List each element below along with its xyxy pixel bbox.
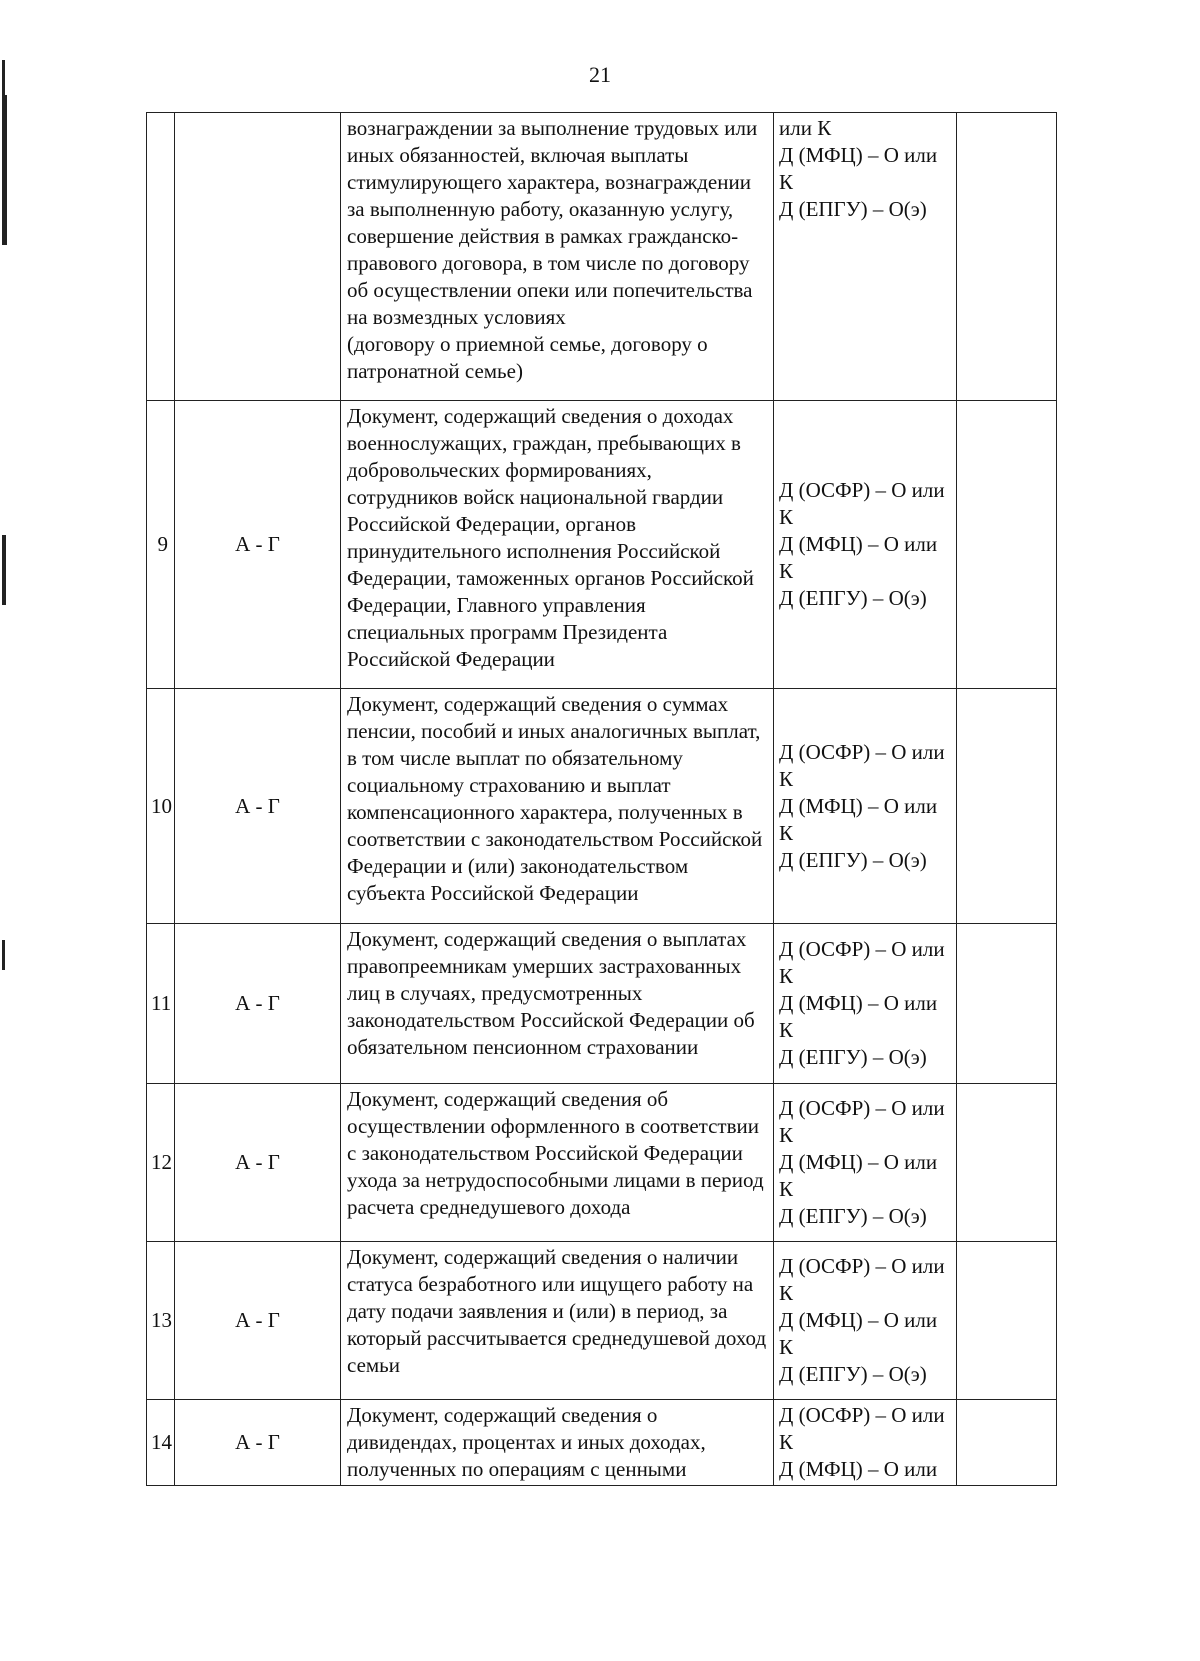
- row-category: А - Г: [175, 1400, 341, 1486]
- row-category: А - Г: [175, 1084, 341, 1242]
- row-extra-cell: [957, 924, 1057, 1084]
- row-number: 14: [147, 1400, 175, 1486]
- table-row: [147, 924, 1057, 1084]
- table-row: [147, 401, 1057, 689]
- row-extra-cell: [957, 1242, 1057, 1400]
- row-number: 9: [147, 401, 175, 689]
- row-description: Документ, содержащий сведения о суммах пенсии, пособий и иных аналогичных выплат, в том числе выплат по обязательному социальному страхованию и выплат компенсационного характера, полученных в соответствии с законодательством Российской Федерации и (или) законодательством субъекта Российской Федерации: [341, 689, 774, 924]
- row-requirements: Д (ОСФР) – О или К Д (МФЦ) – О или К Д (ЕПГУ) – О(э): [774, 1242, 957, 1400]
- page-number: 21: [589, 62, 611, 87]
- row-description: Документ, содержащий сведения об осуществлении оформленного в соответствии с законодательством Российской Федерации ухода за нетрудоспособными лицами в период расчета среднедушевого дохода: [341, 1084, 774, 1242]
- row-requirements: или К Д (МФЦ) – О или К Д (ЕПГУ) – О(э): [774, 113, 957, 401]
- table-row: [147, 1242, 1057, 1400]
- row-requirements: Д (ОСФР) – О или К Д (МФЦ) – О или К Д (ЕПГУ) – О(э): [774, 924, 957, 1084]
- row-description: вознаграждении за выполнение трудовых или иных обязанностей, включая выплаты стимулирующего характера, вознаграждении за выполненную работу, оказанную услугу, совершение действия в рамках гражданско-правового договора, в том числе по договору об осуществлении опеки или попечительства на возмездных условиях (договору о приемной семье, договору о патронатной семье): [341, 113, 774, 401]
- row-extra-cell: [957, 401, 1057, 689]
- row-category: А - Г: [175, 1242, 341, 1400]
- row-number: 10: [147, 689, 175, 924]
- row-number: 12: [147, 1084, 175, 1242]
- row-requirements: Д (ОСФР) – О или К Д (МФЦ) – О или К Д (ЕПГУ) – О(э): [774, 401, 957, 689]
- row-number: 11: [147, 924, 175, 1084]
- table-row: [147, 1084, 1057, 1242]
- row-requirements: Д (ОСФР) – О или К Д (МФЦ) – О или: [774, 1400, 957, 1486]
- scan-edge-marks: [0, 0, 14, 1661]
- row-requirements: Д (ОСФР) – О или К Д (МФЦ) – О или К Д (ЕПГУ) – О(э): [774, 689, 957, 924]
- table-row: [147, 113, 1057, 401]
- row-category: А - Г: [175, 924, 341, 1084]
- row-description: Документ, содержащий сведения о дивидендах, процентах и иных доходах, полученных по операциям с ценными: [341, 1400, 774, 1486]
- row-number: [147, 113, 175, 401]
- row-description: Документ, содержащий сведения о выплатах правопреемникам умерших застрахованных лиц в случаях, предусмотренных законодательством Российской Федерации об обязательном пенсионном страховании: [341, 924, 774, 1084]
- row-requirements: Д (ОСФР) – О или К Д (МФЦ) – О или К Д (ЕПГУ) – О(э): [774, 1084, 957, 1242]
- row-description: Документ, содержащий сведения о наличии статуса безработного или ищущего работу на дату подачи заявления и (или) в период, за который рассчитывается среднедушевой доход семьи: [341, 1242, 774, 1400]
- row-extra-cell: [957, 1400, 1057, 1486]
- row-extra-cell: [957, 113, 1057, 401]
- table-row: [147, 1400, 1057, 1486]
- row-category: А - Г: [175, 401, 341, 689]
- row-number: 13: [147, 1242, 175, 1400]
- row-category: [175, 113, 341, 401]
- table-row: [147, 689, 1057, 924]
- documents-table: [146, 112, 1057, 1486]
- row-description: Документ, содержащий сведения о доходах военнослужащих, граждан, пребывающих в добровольческих формированиях, сотрудников войск национальной гвардии Российской Федерации, органов принудительного исполнения Российской Федерации, таможенных органов Российской Федерации, Главного управления специальных программ Президента Российской Федерации: [341, 401, 774, 689]
- row-extra-cell: [957, 689, 1057, 924]
- row-category: А - Г: [175, 689, 341, 924]
- row-extra-cell: [957, 1084, 1057, 1242]
